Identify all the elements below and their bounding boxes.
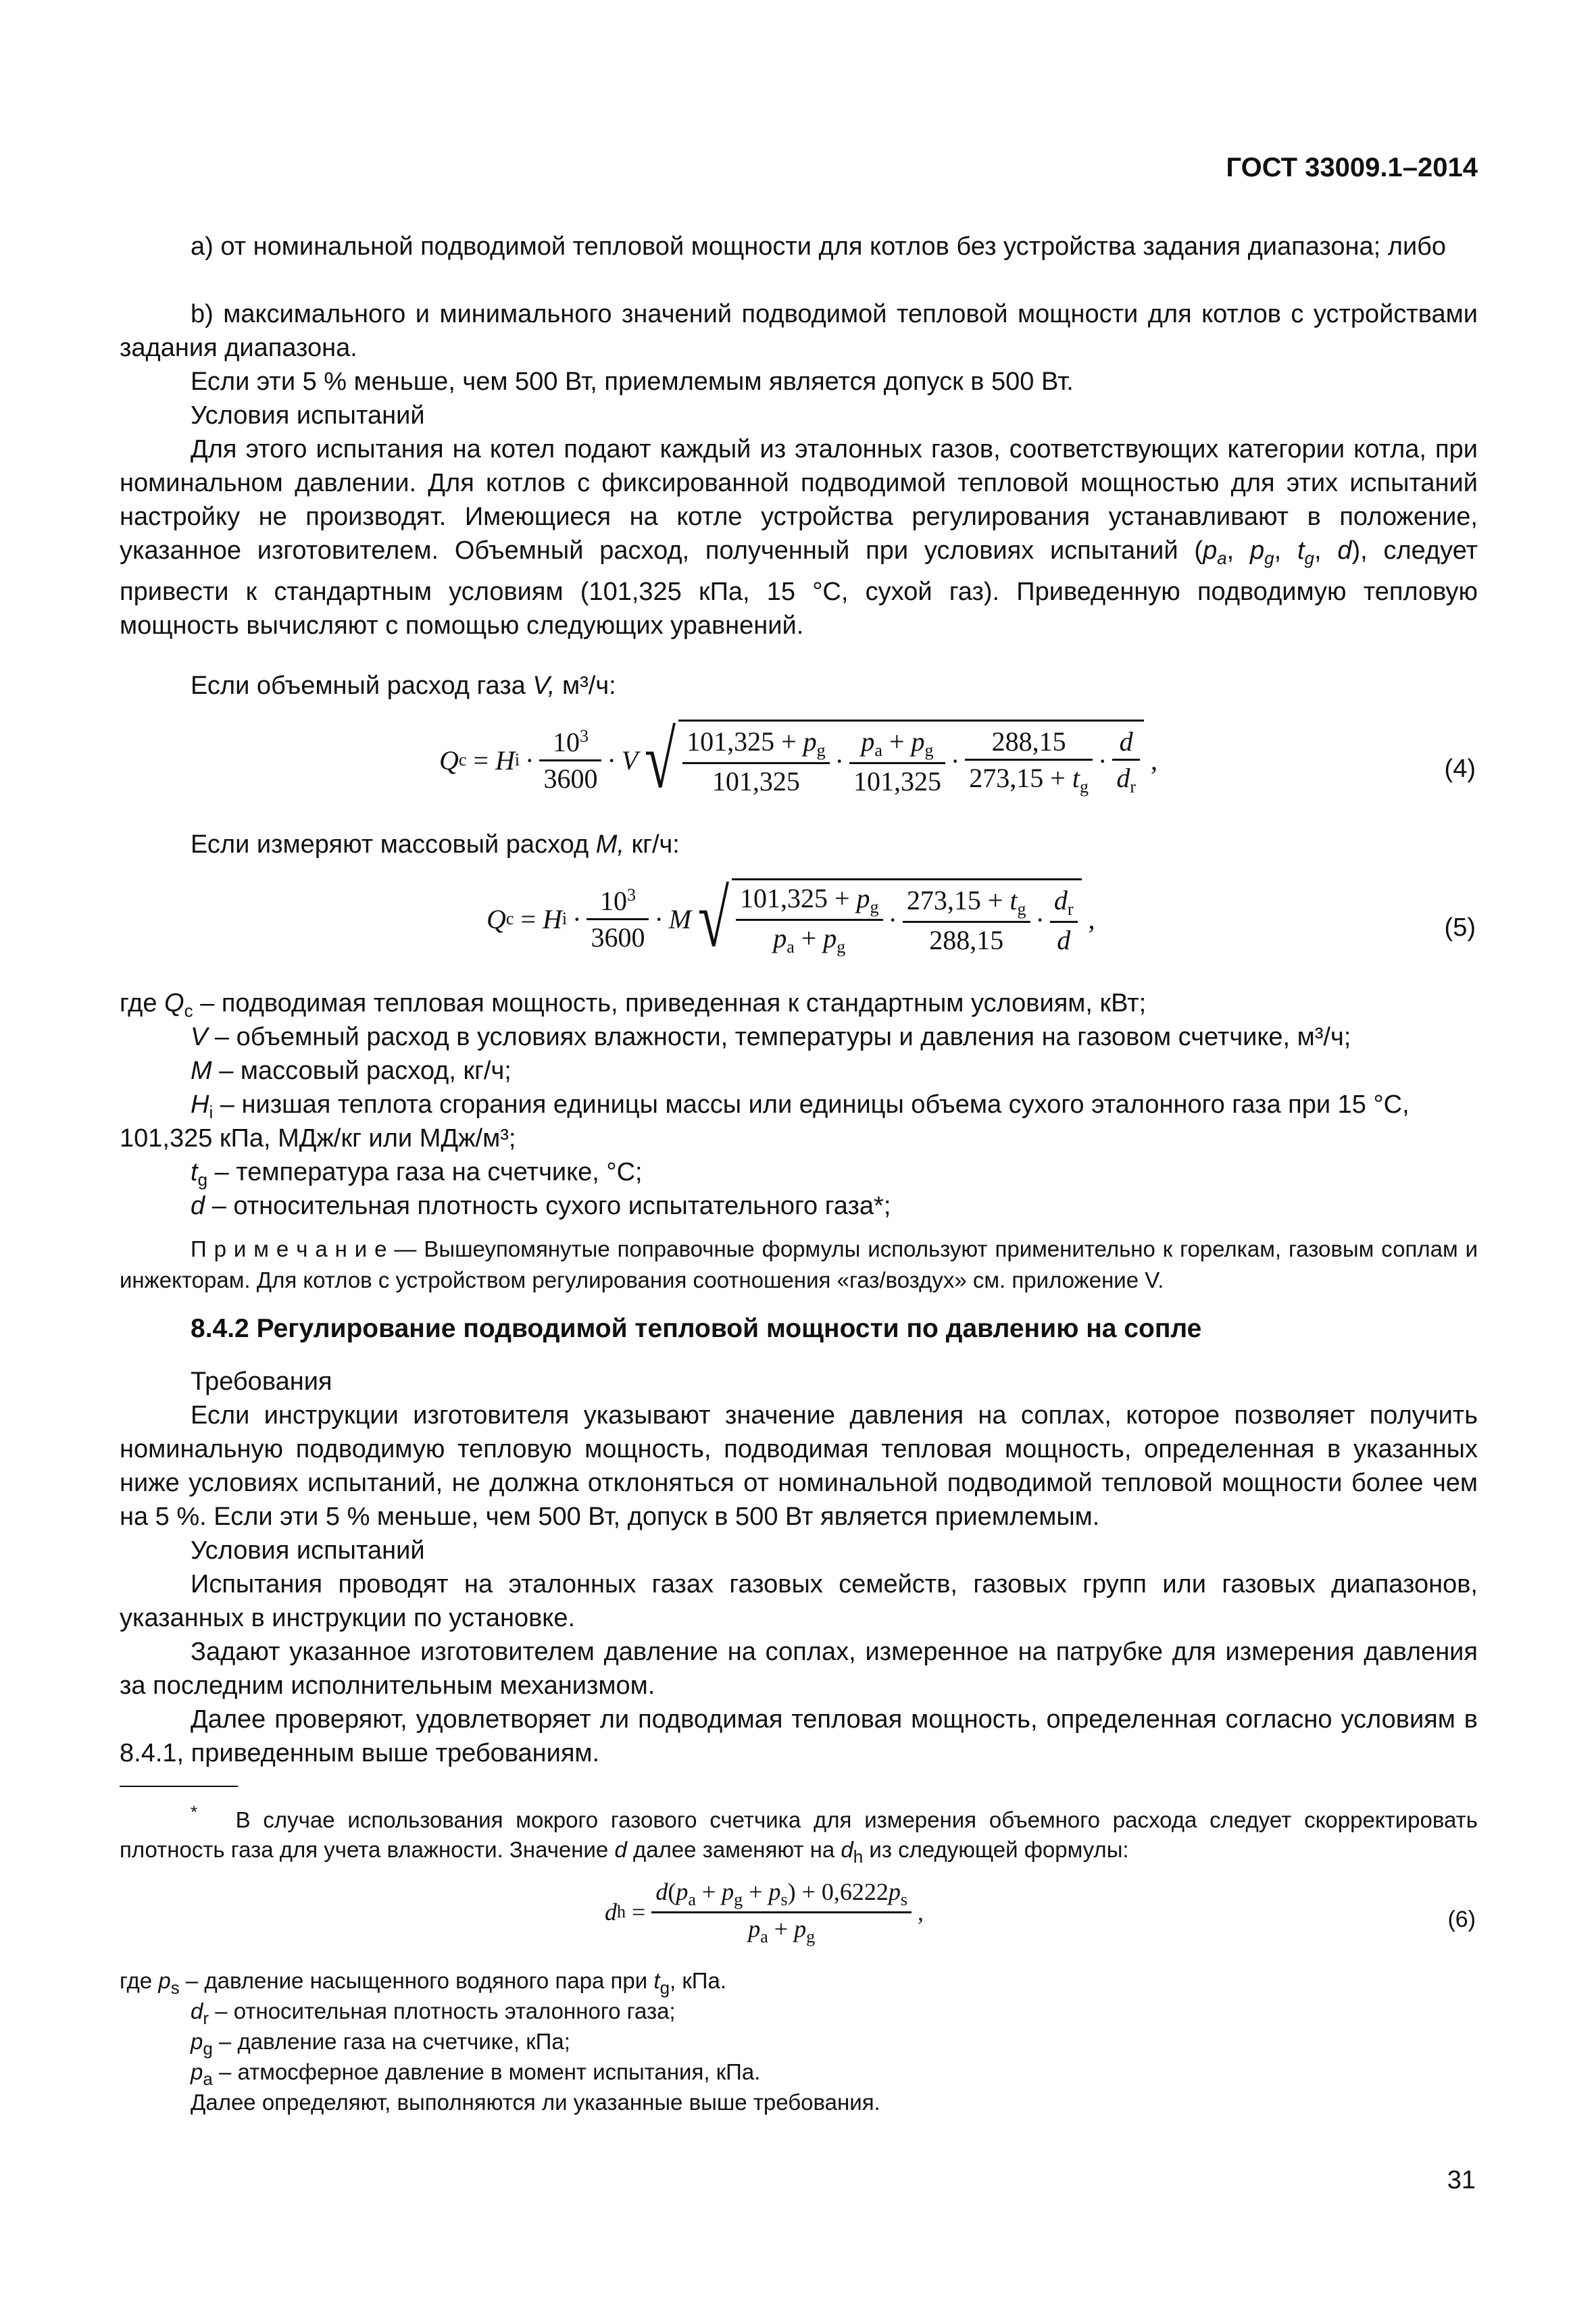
definition-tg-text: – температура газа на счетчике, °С; [214, 1158, 643, 1186]
footnote: * В случае использования мокрого газового счетчика для измерения объемного расхода следует скорректировать плотность газа для учета влажности. Значение d далее заменяют на $d_h$ из следующей формулы: [120, 1802, 1478, 1867]
paragraph-test-conditions-post: ), следует привести к стандартным условиям (101,325 кПа, 15 °С, сухой газ). Приведенную подводимую тепловую мощность вычисляют с помощью следующих уравнений. [120, 536, 1478, 640]
var-pg: $p_g$ [1250, 536, 1274, 568]
note [120, 1234, 1478, 1296]
paragraph-test-conditions: Для этого испытания на котел подают каждый из эталонных газов, соответствующих категории котла, при номинальном давлении. Для котлов с фиксированной подводимой тепловой мощностью для этих испытаний настройку не производят. Имеющиеся на котле устройства регулирования устанавливают в положение, указанное изготовителем. Объемный расход, полученный при условиях испытаний ($p_a$, $p_g$, $t_g$, d), следует привести к стандартным условиям (101,325 кПа, 15 °С, сухой газ). Приведенную подводимую тепловую мощность вычисляют с помощью следующих уравнений. [120, 435, 1478, 640]
formula-5: Q c = H i · $\frac{10^3}{3600}$ · M √ $\frac{101,325 + p_g}{p_a + p_g}$ · $\frac{273,15 + t_g}{288,15}$ · $\frac{d_r}{d}$ , [487, 874, 1095, 963]
mass-intro: Если измеряют массовый расход [191, 830, 589, 859]
definition-m: M – массовый расход, кг/ч; [191, 1057, 512, 1085]
definition-tg: $t_g$ – температура газа на счетчике, °С; [191, 1158, 643, 1190]
definition-qc: где $Q_c$ – подводимая тепловая мощность, приведенная к стандартным условиям, кВт; [120, 989, 1147, 1021]
footnote-rule [120, 1786, 238, 1787]
paragraph-test-conditions-pre: Для этого испытания на котел подают каждый из эталонных газов, соответствующих категории котла, при номинальном давлении. Для котлов с фиксированной подводимой тепловой мощностью для этих испытаний настройку не производят. Имеющиеся на котле устройства регулирования устанавливают в положение, указанное изготовителем. Объемный расход, полученный при условиях испытаний ( [120, 435, 1478, 565]
fn-definition-pa-text: – атмосферное давление в момент испытания, кПа. [219, 2059, 761, 2084]
volumetric-var: V, [532, 672, 555, 700]
fn-definition-pa: $p_a$ – атмосферное давление в момент испытания, кПа. [191, 2059, 761, 2089]
footnote-mark: * [191, 1802, 198, 1822]
equation-number-6: (6) [1447, 1907, 1476, 1932]
definition-v: V – объемный расход в условиях влажности, температуры и давления на газовом счетчике, м³/ч; [191, 1023, 1351, 1051]
heading-test-conditions-2: Условия испытаний [191, 1536, 425, 1565]
equation-number-5: (5) [1444, 913, 1476, 942]
fn-definition-ps-text: – давление насыщенного водяного пара при [185, 1968, 648, 1993]
paragraph-tolerance: Если эти 5 % меньше, чем 500 Вт, приемлемым является допуск в 500 Вт. [191, 368, 1074, 396]
fn-definition-ps-tail: , кПа. [670, 1968, 727, 1993]
var-tg: $t_g$ [1297, 536, 1314, 568]
mass-intro-line [120, 828, 1478, 861]
note-label: П р и м е ч а н и е [191, 1236, 387, 1261]
footnote-text-1: В случае использования мокрого газового счетчика для измерения объемного расхода следует скорректировать плотность газа для учета влажности. Значение [120, 1807, 1478, 1862]
footnote-text-2: далее заменяют на [632, 1837, 835, 1862]
fn-definition-pg-text: – давление газа на счетчике, кПа; [219, 2029, 570, 2054]
footnote-text-3: из следующей формулы: [869, 1837, 1129, 1862]
var-pa: $p_a$ [1203, 536, 1227, 568]
paragraph-requirements: Если инструкции изготовителя указывают значение давления на соплах, которое позволяет получить номинальную подводимую тепловую мощность, подводимая тепловая мощность, определенная в указанных ниже условиях испытаний, не должна отклоняться от номинальной подводимой тепловой мощности более чем на 5 %. Если эти 5 % меньше, чем 500 Вт, допуск в 500 Вт является приемлемым. [120, 1401, 1478, 1531]
definition-m-text: – массовый расход, кг/ч; [219, 1057, 512, 1085]
section-heading-8-4-2: 8.4.2 Регулирование подводимой тепловой мощности по давлению на сопле [191, 1314, 1202, 1343]
definition-d: d – относительная плотность сухого испытательного газа*; [191, 1192, 891, 1220]
paragraph-set-pressure: Задают указанное изготовителем давление на соплах, измеренное на патрубке для измерения давления за последним исполнительным механизмом. [120, 1638, 1478, 1700]
document-header: ГОСТ 33009.1–2014 [1226, 153, 1478, 182]
volumetric-unit: м³/ч: [562, 672, 616, 700]
heading-test-conditions: Условия испытаний [191, 401, 425, 430]
volumetric-intro: Если объемный расход газа [191, 672, 526, 700]
paragraph-item-a: а) от номинальной подводимой тепловой мощности для котлов без устройства задания диапазона; либо [191, 232, 1447, 261]
fn-definition-dr: $d_r$ – относительная плотность эталонного газа; [191, 1998, 676, 2028]
where-word: где [120, 989, 157, 1017]
fn-definition-dr-text: – относительная плотность эталонного газа; [215, 1998, 676, 2023]
fn-definition-ps: где $p_s$ – давление насыщенного водяного пара при $t_g$, кПа. [120, 1968, 727, 1998]
definition-hi: $H_i$ – низшая теплота сгорания единицы массы или единицы объема сухого эталонного газа при 15 °С, [191, 1090, 1410, 1122]
definition-hi-text: – низшая теплота сгорания единицы массы или единицы объема сухого эталонного газа при 15 °С, [220, 1090, 1410, 1119]
paragraph-check: Далее проверяют, удовлетворяет ли подводимая тепловая мощность, определенная согласно условиям в 8.4.1, приведенным выше требованиям. [120, 1705, 1478, 1767]
formula-4: Q c = H i · $\frac{10^3}{3600}$ · V √ $\frac{101,325 + p_g}{101,325}$ · $\frac{p_a + p_g}{101,325}$ · $\frac{288,15}{273,15 + t_g}$ · $\frac{d}{d_r}$ , [439, 715, 1157, 805]
fn-final: Далее определяют, выполняются ли указанные выше требования. [191, 2090, 880, 2115]
formula-6: d h = $\frac{d(p_a + p_g + p_s) + 0,6222p_s}{p_a + p_g}$ , [605, 1878, 924, 1946]
definition-d-text: – относительная плотность сухого испытательного газа*; [211, 1192, 891, 1220]
definition-v-text: – объемный расход в условиях влажности, температуры и давления на газовом счетчике, м³/ч; [214, 1023, 1351, 1051]
paragraph-item-b: b) максимального и минимального значений подводимой тепловой мощности для котлов с устройствами задания диапазона. [120, 300, 1478, 362]
mass-unit: кг/ч: [631, 830, 680, 859]
note-text: — Вышеупомянутые поправочные формулы используют применительно к горелкам, газовым соплам и инжекторам. Для котлов с устройством регулирования соотношения «газ/воздух» см. приложение V. [120, 1236, 1478, 1292]
heading-requirements: Требования [191, 1367, 332, 1396]
equation-number-4: (4) [1444, 755, 1476, 783]
volumetric-intro-line [120, 669, 1478, 703]
fn-definition-pg: $p_g$ – давление газа на счетчике, кПа; [191, 2029, 570, 2059]
definition-hi-cont: 101,325 кПа, МДж/кг или МДж/м³; [120, 1124, 516, 1153]
page-number: 31 [1447, 2166, 1476, 2194]
paragraph-test-gases: Испытания проводят на эталонных газах газовых семейств, газовых групп или газовых диапазонов, указанных в инструкции по установке. [120, 1570, 1478, 1632]
fn-where-word: где [120, 1968, 153, 1993]
var-d: d [1337, 536, 1352, 565]
definition-qc-text: – подводимая тепловая мощность, приведенная к стандартным условиям, кВт; [200, 989, 1147, 1017]
mass-var: M, [595, 830, 624, 859]
